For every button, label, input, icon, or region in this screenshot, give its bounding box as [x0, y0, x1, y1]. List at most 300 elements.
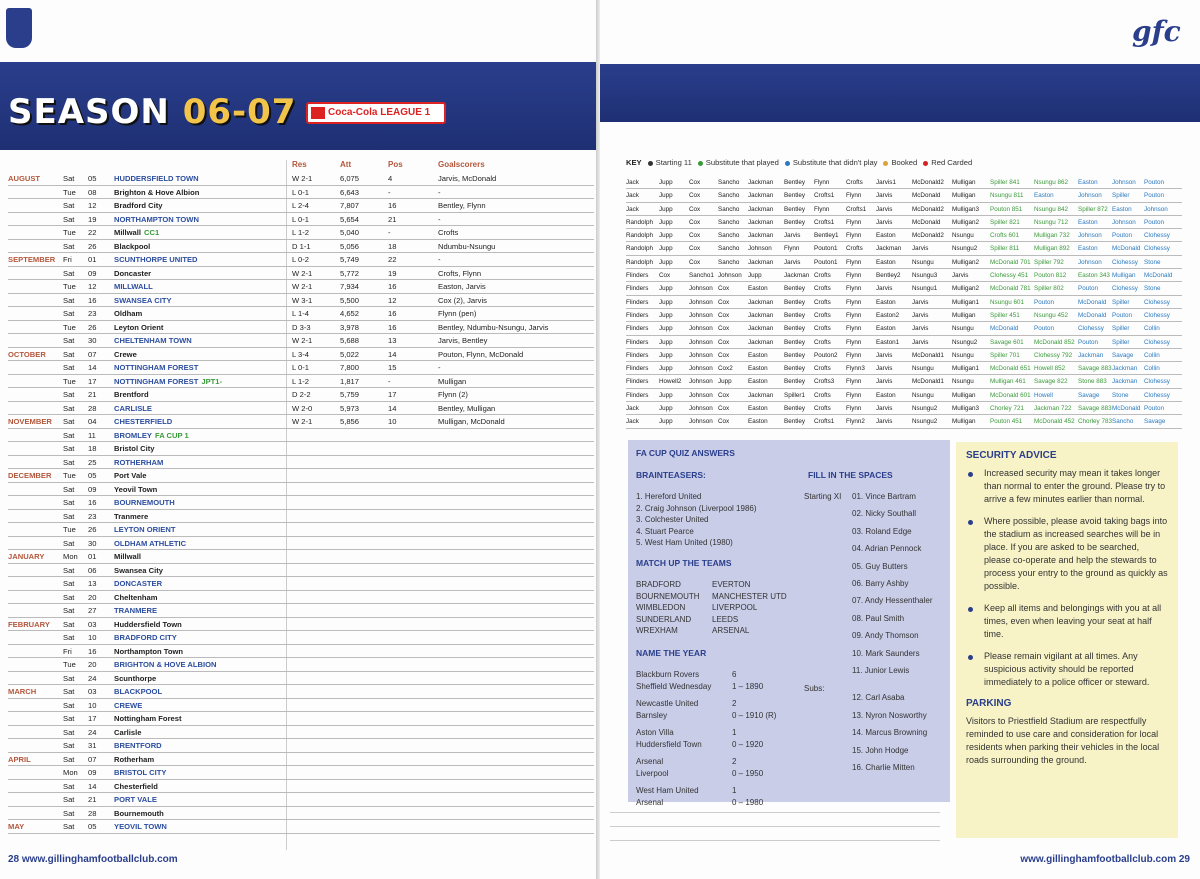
fixture-position: 16 [388, 201, 397, 210]
lineup-player: Johnson [689, 405, 713, 413]
fixture-row [8, 402, 594, 416]
opponent-name: CARLISLE [114, 403, 152, 413]
lineup-row [626, 309, 1182, 322]
season-title: SEASON 06-07 [8, 92, 297, 132]
lineup-player: Pouton [1112, 232, 1132, 240]
fixture-month: DECEMBER [8, 471, 52, 480]
fixture-result: W 2-1 [292, 268, 313, 278]
fill-player: 09. Andy Thomson [852, 631, 919, 641]
fixture-scorers: Bentley, Ndumbu-Nsungu, Jarvis [438, 322, 549, 332]
lineup-player: Easton [1034, 192, 1054, 200]
opponent-name: Chesterfield [114, 781, 158, 791]
lineup-player: Sancho [718, 205, 740, 213]
lineup-player: Johnson [689, 365, 713, 373]
lineup-player: Savage 822 [1034, 378, 1068, 386]
fixture-scorers: Jarvis, McDonald [438, 174, 497, 183]
lineup-player: Mulligan [952, 391, 976, 399]
fixture-opponent [114, 753, 154, 766]
fixture-row [8, 348, 594, 362]
lineup-player: Crofts [814, 325, 831, 333]
key-item: Substitute that didn't play [792, 158, 878, 167]
fixture-attendance: 7,934 [340, 282, 360, 291]
lineup-player: Nsungu1 [912, 285, 938, 293]
opponent-name: Carlisle [114, 727, 142, 737]
lineup-player: Pouton [1112, 311, 1132, 319]
fixture-scorers: Crofts [438, 228, 459, 237]
lineup-player: Mulligan [952, 311, 976, 319]
lineup-player: Johnson [689, 351, 713, 359]
lineup-player: Cox [689, 205, 701, 213]
fixture-row [8, 766, 594, 780]
fixture-opponent [114, 672, 156, 685]
lineup-player: Pouton [1144, 218, 1164, 226]
fixture-opponent [114, 172, 199, 185]
fixture-row [8, 699, 594, 713]
fixture-day: Tue [63, 282, 76, 291]
lineup-player: Jarvis1 [876, 179, 896, 186]
fixture-result: D 1-1 [292, 241, 311, 251]
match-team-a: BOURNEMOUTH [636, 591, 700, 601]
lineup-player: Clohessy [1144, 232, 1170, 240]
lineup-player: McDonald 651 [990, 365, 1031, 373]
parking-title: PARKING [966, 698, 1012, 709]
fixture-opponent [114, 442, 155, 455]
fixture-row [8, 577, 594, 591]
fixture-row [8, 793, 594, 807]
lineup-player: Flinders [626, 351, 649, 359]
lineup-player: Crofts [814, 391, 831, 399]
lineup-player: Mulligan3 [952, 405, 979, 413]
fixture-date: 26 [88, 322, 97, 332]
lineup-player: Nsungu 862 [1034, 179, 1068, 186]
lineup-player: Johnson [689, 298, 713, 306]
opponent-name: Oldham [114, 309, 143, 318]
lineup-player: Johnson [689, 311, 713, 319]
lineup-player: Johnson [689, 391, 713, 399]
lineup-player: Flynn [846, 325, 862, 333]
fixture-opponent [114, 483, 157, 496]
fixture-row [8, 253, 594, 267]
fixture-opponent [114, 469, 147, 482]
lineup-player: Jackman [876, 245, 902, 253]
lineup-player: Spiller 802 [1034, 285, 1064, 293]
match-team-a: BRADFORD [636, 580, 681, 589]
key-item: Booked [891, 158, 918, 167]
starting-label: Starting XI [804, 492, 842, 501]
fixture-position: 17 [388, 390, 397, 399]
lineup-player: Sancho [718, 218, 740, 226]
fixture-date: 28 [88, 403, 97, 413]
lineup-player: Johnson [1078, 232, 1102, 240]
lineup-player: Spiller 821 [990, 218, 1020, 226]
lineup-player: Jarvis [784, 258, 801, 266]
left-page [0, 0, 596, 879]
fixture-attendance: 5,759 [340, 390, 360, 399]
fixture-day: Sat [63, 754, 75, 764]
fixture-day: Sat [63, 700, 75, 710]
lineup-row [626, 203, 1182, 216]
security-item: Where possible, please avoid taking bags into the stadium as increased searches will be in place. If you are asked to be searched, please co-operate and help the stewards to process your entry to the ground as quickly as possible. [966, 515, 1168, 593]
opponent-name: HUDDERSFIELD TOWN [114, 174, 199, 183]
fixture-day: Mon [63, 768, 78, 777]
fixture-day: Sat [63, 336, 75, 345]
lineup-player: Pouton [1034, 298, 1054, 306]
opponent-name: SWANSEA CITY [114, 295, 172, 305]
opponent-name: DONCASTER [114, 579, 163, 588]
lineup-player: Johnson [1112, 218, 1136, 226]
opponent-name: BRENTFORD [114, 741, 162, 750]
lineup-player: Clohessy [1144, 298, 1170, 306]
fixture-row [8, 618, 594, 632]
lineup-player: Bentley [784, 365, 806, 373]
lineup-row [626, 349, 1182, 362]
fixture-day: Sat [63, 390, 75, 399]
fixture-position: 14 [388, 349, 397, 359]
fixture-row [8, 712, 594, 726]
fixture-result: L 0-1 [292, 187, 310, 197]
fixture-scorers: Pouton, Flynn, McDonald [438, 349, 524, 359]
lineup-player: Spiller [1112, 325, 1130, 333]
fixture-result: L 1-4 [292, 309, 310, 318]
competition-tag: JPT1- [201, 376, 223, 386]
year-team: Aston Villa [636, 728, 674, 737]
key-dot-icon [923, 161, 928, 166]
fixture-result: L 1-2 [292, 228, 310, 237]
opponent-name: CREWE [114, 700, 143, 710]
fixture-row [8, 753, 594, 767]
fixture-date: 30 [88, 538, 97, 548]
lineup-player: McDonald2 [912, 205, 944, 213]
lineup-player: Flinders [626, 378, 649, 386]
lineup-player: Flynn3 [846, 365, 865, 373]
lineup-player: McDonald [1112, 405, 1141, 413]
lineup-player: Jarvis [876, 351, 893, 359]
lineup-player: Pouton1 [814, 258, 838, 266]
lineup-player: Nsungu2 [952, 338, 978, 346]
match-team-b: LIVERPOOL [712, 603, 758, 612]
fixture-result: W 2-0 [292, 403, 313, 413]
lineup-player: Howell2 [659, 378, 682, 386]
lineup-player: Bentley [784, 192, 806, 200]
lineup-player: Jarvis [876, 378, 893, 386]
lineup-player: Bentley [784, 311, 806, 319]
lineup-player: Jarvis [912, 245, 929, 253]
lineup-player: Flinders [626, 311, 649, 319]
fixture-attendance: 6,075 [340, 174, 360, 183]
fixture-day: Sat [63, 268, 75, 278]
fixture-row [8, 240, 594, 254]
fixture-row [8, 415, 594, 429]
fixture-date: 07 [88, 349, 97, 359]
lineup-player: McDonald [990, 325, 1019, 333]
lineup-player: Flinders [626, 365, 649, 373]
fixture-opponent [114, 807, 164, 820]
fixture-opponent [114, 186, 199, 199]
lineup-player: Johnson [1144, 205, 1168, 213]
lineup-player: Bentley [784, 285, 806, 293]
lineup-row [626, 176, 1182, 189]
fixture-opponent [114, 820, 167, 833]
lineup-player: Sancho [718, 258, 740, 266]
lineup-player: Spiller [1112, 338, 1130, 346]
lineup-player: Bentley2 [876, 272, 901, 280]
lineup-player: Bentley [784, 179, 806, 186]
year-score: 0 – 1980 [732, 797, 764, 807]
match-team-a: SUNDERLAND [636, 614, 692, 624]
fixture-opponent [114, 510, 148, 523]
lineup-player: Jack [626, 405, 639, 413]
fixture-position: 16 [388, 309, 397, 318]
lineup-player: Jarvis [912, 338, 929, 346]
lineup-player: Pouton 851 [990, 205, 1023, 213]
lineup-row [626, 322, 1182, 335]
year-team: West Ham United [636, 786, 699, 795]
lineup-player: Sancho [718, 232, 740, 240]
security-advice-panel [956, 442, 1178, 838]
lineup-player: Mulligan [952, 192, 976, 200]
fixture-scorers: - [438, 214, 441, 224]
fixture-date: 23 [88, 511, 97, 521]
lineup-player: Spiller [1112, 192, 1130, 200]
fixture-date: 08 [88, 187, 97, 197]
fixture-opponent [114, 591, 157, 604]
fixture-date: 03 [88, 619, 97, 629]
opponent-name: Leyton Orient [114, 322, 164, 332]
lineup-player: Jackman [1112, 365, 1138, 373]
lineup-player: Flynn [784, 245, 800, 253]
lineup-player: McDonald1 [912, 351, 944, 359]
fixture-result: W 2-1 [292, 174, 313, 183]
competition-tag: CC1 [144, 228, 160, 237]
lineup-player: Cox [718, 391, 730, 399]
lineup-player: Nsungu 842 [1034, 205, 1068, 213]
fill-player: 12. Carl Asaba [852, 693, 905, 703]
fixture-attendance: 1,817 [340, 376, 360, 386]
brainteaser-answer: 3. Colchester United [636, 515, 709, 524]
fixture-day: Sat [63, 633, 75, 642]
fixture-row [8, 591, 594, 605]
lineup-row [626, 229, 1182, 242]
lineup-player: Howell 852 [1034, 365, 1066, 373]
lineup-player: Easton2 [876, 311, 900, 319]
lineup-player: Mulligan2 [952, 218, 979, 226]
lineup-player: Pouton 451 [990, 418, 1023, 426]
lineup-player: Johnson [689, 378, 713, 386]
lineup-player: McDonald 781 [990, 285, 1031, 293]
security-item: Please remain vigilant at all times. Any suspicious activity should be reported immediately to a police officer or steward. [966, 650, 1168, 689]
fixture-row [8, 672, 594, 686]
lineup-player: Howell [1034, 391, 1053, 399]
right-page [600, 0, 1200, 879]
lineup-player: Bentley [784, 205, 806, 213]
lineup-row [626, 362, 1182, 375]
fill-player: 02. Nicky Southall [852, 509, 917, 519]
fill-player: 06. Barry Ashby [852, 579, 909, 588]
fixture-month: JANUARY [8, 552, 45, 561]
fixture-result: W 2-1 [292, 336, 313, 345]
opponent-name: Crewe [114, 349, 137, 359]
brainteaser-answer: 2. Craig Johnson (Liverpool 1986) [636, 503, 757, 513]
lineup-player: Mulligan2 [952, 258, 979, 266]
coca-cola-icon [311, 107, 325, 119]
year-team: Newcastle United [636, 699, 699, 708]
lineup-player: Mulligan [952, 179, 976, 186]
lineup-player: Pouton2 [814, 351, 838, 359]
lineup-player: Crofts1 [814, 192, 835, 200]
lineup-player: Sancho [718, 192, 740, 200]
lineup-player: Bentley [784, 378, 806, 386]
lineup-player: Savage 883 [1078, 365, 1112, 373]
lineup-player: Cox [718, 325, 730, 333]
fixture-row [8, 523, 594, 537]
lineup-player: Jupp [659, 311, 673, 319]
key-item: Red Carded [931, 158, 973, 167]
fixture-day: Sat [63, 214, 75, 224]
fixture-opponent [114, 618, 182, 631]
lineup-player: Clohessy [1078, 325, 1104, 333]
fixture-day: Sat [63, 808, 75, 818]
lineup-player: Nsungu [912, 365, 934, 373]
lineup-player: Nsungu [952, 232, 974, 240]
key-dot-icon [785, 161, 790, 166]
lineup-row [626, 415, 1182, 428]
lineup-player: Sancho1 [689, 272, 714, 280]
opponent-name: Doncaster [114, 268, 152, 278]
lineup-player: Johnson [748, 245, 772, 253]
fixtures-table [8, 172, 594, 834]
fixture-day: Tue [63, 322, 76, 332]
lineup-player: Cox [659, 272, 671, 280]
fixture-row [8, 739, 594, 753]
lineup-player: Jackman 722 [1034, 405, 1072, 413]
fixture-opponent [114, 334, 192, 347]
lineup-player: Cox [689, 232, 701, 240]
lineup-player: Flynn2 [846, 418, 865, 426]
lineup-player: Pouton 812 [1034, 272, 1067, 280]
lineup-player: Jack [626, 192, 639, 200]
key-item: Substitute that played [705, 158, 779, 167]
lineup-row [626, 269, 1182, 282]
lineup-player: Jackman [748, 258, 774, 266]
lineup-player: Jackman [748, 205, 774, 213]
fill-player: 05. Guy Butters [852, 561, 908, 571]
lineup-player: Mulligan 892 [1034, 245, 1070, 253]
fixture-attendance: 5,772 [340, 268, 360, 278]
fixture-day: Fri [63, 255, 72, 264]
lineup-player: Collin [1144, 365, 1160, 373]
lineup-player: Spiller 811 [990, 245, 1020, 253]
key-dot-icon [648, 161, 653, 166]
fixture-date: 06 [88, 565, 97, 575]
match-team-a: WIMBLEDON [636, 603, 686, 612]
fixture-date: 24 [88, 673, 97, 683]
lineup-player: McDonald 452 [1034, 418, 1075, 426]
fixture-result: D 3-3 [292, 322, 311, 332]
lineup-player: Flynn [846, 298, 862, 306]
fixture-attendance: 5,856 [340, 417, 360, 426]
fixture-scorers: Flynn (2) [438, 390, 468, 399]
lineup-player: Jupp [659, 405, 673, 413]
fixture-opponent [114, 375, 222, 388]
lineup-player: Spiller 701 [990, 351, 1020, 359]
security-item: Increased security may mean it takes longer than normal to enter the ground. Please try to arrive a few minutes earlier than normal. [966, 467, 1168, 506]
lineup-player: Mulligan 732 [1034, 232, 1070, 240]
lineup-player: Flynn [846, 378, 862, 386]
lineup-player: Jackman [748, 192, 774, 200]
fixture-row [8, 456, 594, 470]
lineup-player: Randolph [626, 245, 653, 253]
fixture-date: 07 [88, 754, 97, 764]
fixture-result: W 3-1 [292, 295, 313, 305]
lineup-player: Jack [626, 179, 639, 186]
lineup-player: Easton [1078, 179, 1098, 186]
fill-player: 13. Nyron Nosworthy [852, 710, 927, 720]
lineup-player: Sancho [718, 179, 740, 186]
year-score: 0 – 1950 [732, 768, 764, 778]
fill-player: 14. Marcus Browning [852, 728, 928, 738]
fixture-opponent [114, 793, 157, 806]
fixture-scorers: - [438, 255, 441, 264]
brainteaser-answer: 5. West Ham United (1980) [636, 538, 733, 547]
fixture-result: L 2-4 [292, 201, 310, 210]
fixture-scorers: Easton, Jarvis [438, 282, 486, 291]
opponent-name: BRADFORD CITY [114, 633, 177, 642]
fixture-date: 23 [88, 309, 97, 318]
fixture-scorers: Jarvis, Bentley [438, 336, 488, 345]
fixture-day: Sat [63, 241, 75, 251]
fixture-date: 18 [88, 444, 97, 453]
fixture-opponent [114, 361, 198, 374]
lineup-player: McDonald [1078, 311, 1107, 319]
fixture-date: 14 [88, 781, 97, 791]
year-score: 2 [732, 757, 737, 766]
lineup-player: Easton [748, 418, 768, 426]
fixture-position: 12 [388, 295, 397, 305]
lineup-player: McDonald 701 [990, 258, 1031, 266]
lineup-player: Easton [876, 298, 896, 306]
fixture-result: L 3-4 [292, 349, 310, 359]
parking-text: Visitors to Priestfield Stadium are respectfully reminded to use care and consideration for local residents when parking their vehicles in the local roads surrounding the ground. [966, 716, 1160, 765]
fixture-row [8, 496, 594, 510]
opponent-name: CHELTENHAM TOWN [114, 336, 192, 345]
fixture-scorers: Cox (2), Jarvis [438, 295, 487, 305]
fixture-result: L 0-1 [292, 363, 310, 372]
opponent-name: Scunthorpe [114, 673, 157, 683]
fixture-day: Sat [63, 727, 75, 737]
lineup-player: Crofts1 [846, 205, 867, 213]
fixture-day: Tue [63, 525, 76, 534]
opponent-name: Millwall [114, 228, 142, 237]
fixture-day: Tue [63, 228, 76, 237]
lineup-player: Bentley [784, 405, 806, 413]
lineup-player: Jarvis [912, 298, 929, 306]
opponent-name: YEOVIL TOWN [114, 822, 167, 831]
year-team: Liverpool [636, 768, 669, 778]
lineup-player: Mulligan1 [952, 298, 979, 306]
fixture-opponent [114, 199, 163, 212]
year-team: Barnsley [636, 710, 668, 720]
fixture-scorers: Mulligan [438, 376, 467, 386]
lineup-player: Nsungu 452 [1034, 311, 1068, 319]
fixture-date: 20 [88, 592, 97, 602]
lineup-player: Flinders [626, 391, 649, 399]
fixture-month: APRIL [8, 754, 31, 764]
lineup-player: Bentley [784, 351, 806, 359]
fixture-row [8, 294, 594, 308]
fixture-attendance: 7,807 [340, 201, 360, 210]
competition-tag: FA CUP 1 [154, 430, 189, 440]
lineup-player: Crofts3 [814, 378, 835, 386]
